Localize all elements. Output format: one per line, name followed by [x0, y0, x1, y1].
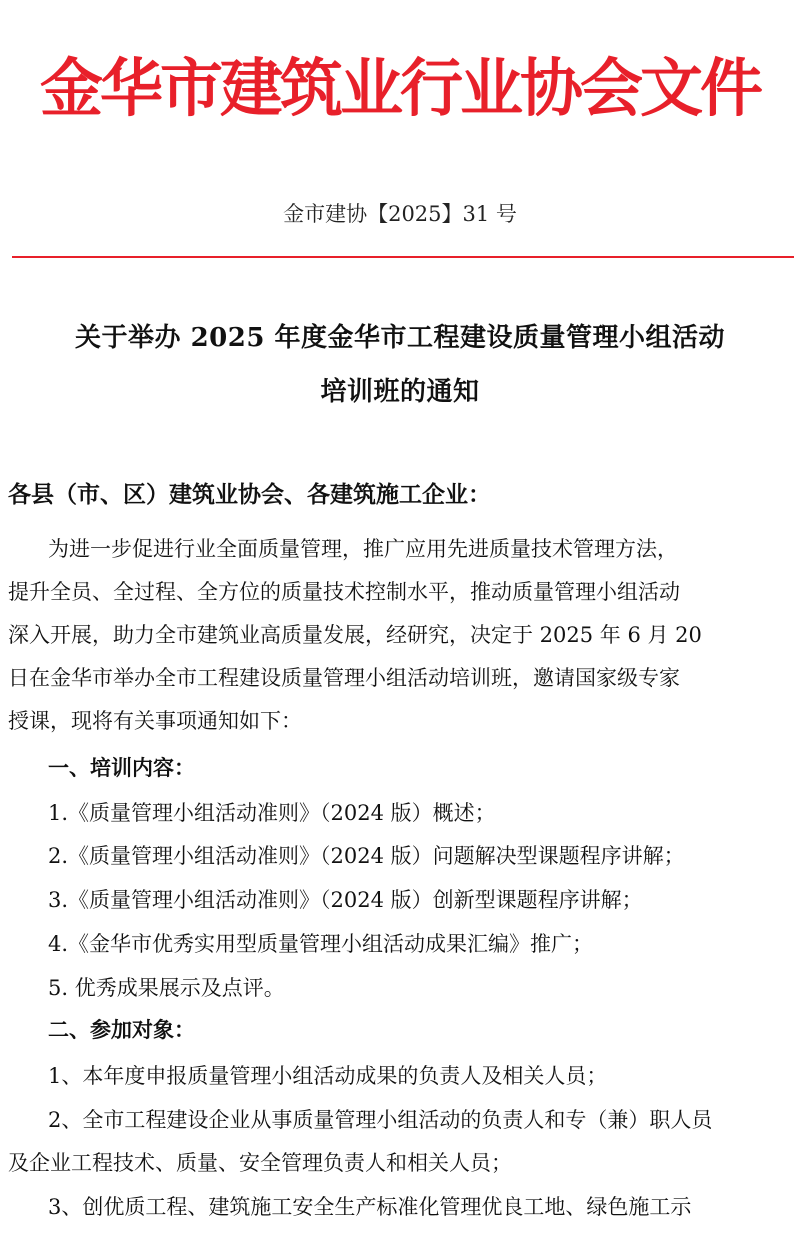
org-header-title: 金华市建筑业行业协会文件: [40, 51, 760, 125]
list-item: 1、本年度申报质量管理小组活动成果的负责人及相关人员；: [48, 1064, 608, 1088]
intro-line: 深入开展，助力全市建筑业高质量发展，经研究，决定于 2025 年 6 月 20: [8, 623, 702, 647]
list-item: 3、创优质工程、建筑施工安全生产标准化管理优良工地、绿色施工示: [48, 1195, 692, 1219]
intro-line: 授课，现将有关事项通知如下：: [8, 709, 302, 733]
list-item: 1.《质量管理小组活动准则》（2024 版）概述；: [48, 801, 496, 825]
list-item: 4.《金华市优秀实用型质量管理小组活动成果汇编》推广；: [48, 932, 594, 956]
section-heading-participants: 二、参加对象：: [48, 1017, 195, 1042]
notice-title-line-2: 培训班的通知: [320, 377, 480, 407]
intro-line: 提升全员、全过程、全方位的质量技术控制水平，推动质量管理小组活动: [8, 580, 680, 604]
list-item: 2.《质量管理小组活动准则》（2024 版）问题解决型课题程序讲解；: [48, 844, 685, 868]
list-item: 及企业工程技术、质量、安全管理负责人和相关人员；: [8, 1151, 512, 1175]
addressee: 各县（市、区）建筑业协会、各建筑施工企业：: [8, 481, 491, 508]
header-divider: [12, 256, 794, 258]
list-item: 3.《质量管理小组活动准则》（2024 版）创新型课题程序讲解；: [48, 888, 643, 912]
section-heading-training-content: 一、培训内容：: [48, 755, 195, 780]
intro-line: 日在金华市举办全市工程建设质量管理小组活动培训班，邀请国家级专家: [8, 666, 680, 690]
list-item: 5. 优秀成果展示及点评。: [48, 976, 285, 1000]
document-number: 金市建协【2025】31 号: [283, 202, 517, 226]
notice-title-line-1: 关于举办 2025 年度金华市工程建设质量管理小组活动: [75, 323, 725, 353]
intro-line: 为进一步促进行业全面质量管理，推广应用先进质量技术管理方法，: [48, 537, 678, 561]
list-item: 2、全市工程建设企业从事质量管理小组活动的负责人和专（兼）职人员: [48, 1108, 713, 1132]
